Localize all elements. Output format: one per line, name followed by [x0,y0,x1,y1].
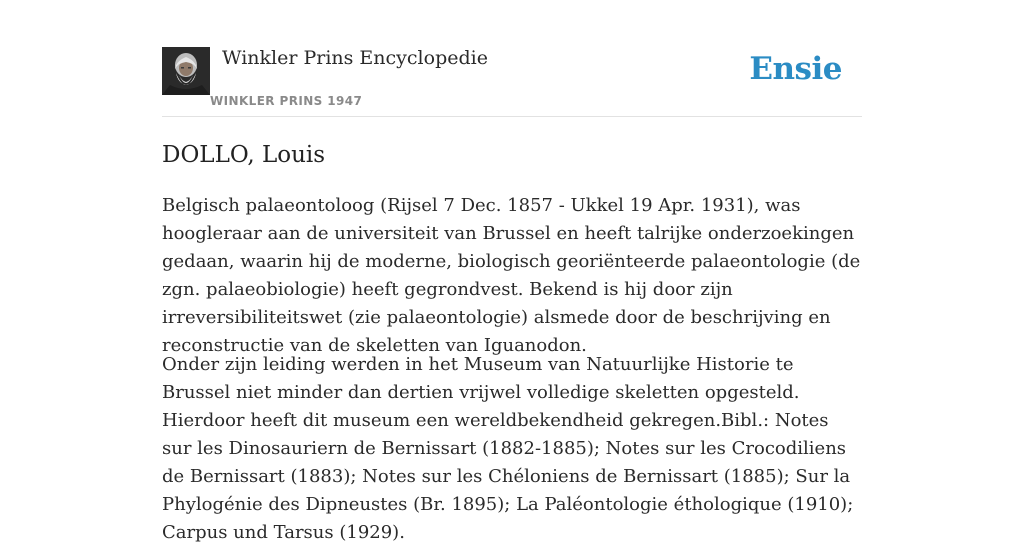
source-title[interactable]: Winkler Prins Encyclopedie [222,47,488,69]
brand-logo[interactable]: Ensie [749,51,842,87]
page [162,0,862,543]
avatar[interactable] [162,47,210,95]
source-header [162,0,862,117]
article-paragraph: Belgisch palaeontoloog (Rijsel 7 Dec. 1857 - Ukkel 19 Apr. 1931), was hoogleraar aan de universiteit van Brussel en heeft talrijke onderzoekingen gedaan, waarin hij de moderne, biologisch georiënteerde palaeontologie (de zgn. palaeobiologie) heeft gegrondvest. Bekend is hij door zijn irreversibiliteitswet (zie palaeontologie) alsmede door de beschrijving en reconstructie van de skeletten van Iguanodon. [162,195,861,356]
article-paragraph: Onder zijn leiding werden in het Museum van Natuurlijke Historie te Brussel niet minder dan dertien vrijwel volledige skeletten opgesteld. Hierdoor heeft dit museum een wereldbekendheid gekregen.Bibl.: Notes sur les Dinosauriern de Bernissart (1882-1885); Notes sur les Crocodiliens de Bernissart (1883); Notes sur les Chéloniens de Bernissart (1885); Sur la Phylogénie des Dipneustes (Br. 1895); La Paléontologie éthologique (1910); Carpus und Tarsus (1929). [162,354,854,543]
source-subtitle[interactable]: WINKLER PRINS 1947 [210,94,363,108]
portrait-icon [162,47,210,95]
article-title: DOLLO, Louis [162,142,326,168]
